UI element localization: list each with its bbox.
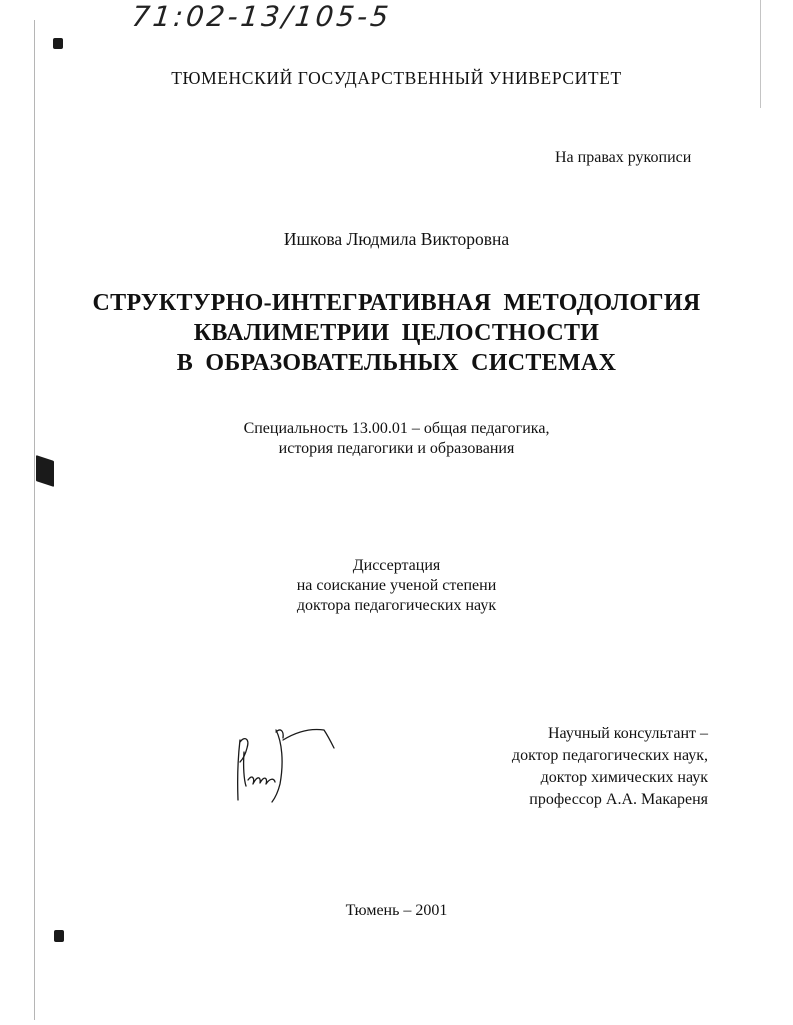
university-name: ТЮМЕНСКИЙ ГОСУДАРСТВЕННЫЙ УНИВЕРСИТЕТ bbox=[171, 68, 622, 88]
dissertation-degree-block bbox=[0, 556, 793, 616]
author-name: Ишкова Людмила Викторовна bbox=[283, 229, 510, 249]
specialty-line: история педагогики и образования bbox=[278, 440, 515, 457]
consultant-line: Научный консультант – bbox=[548, 725, 708, 742]
title-line: КВАЛИМЕТРИИ ЦЕЛОСТНОСТИ bbox=[193, 320, 600, 346]
title-line: В ОБРАЗОВАТЕЛЬНЫХ СИСТЕМАХ bbox=[176, 350, 617, 376]
scan-left-edge-line bbox=[34, 20, 35, 1020]
specialty-block bbox=[0, 419, 793, 459]
degree-line: на соискание ученой степени bbox=[296, 577, 497, 594]
specialty-line: Специальность 13.00.01 – общая педагогика, bbox=[243, 420, 550, 437]
manuscript-rights-note: На правах рукописи bbox=[555, 149, 692, 166]
title-line: СТРУКТУРНО-ИНТЕГРАТИВНАЯ МЕТОДОЛОГИЯ bbox=[92, 290, 701, 316]
scan-mark-top bbox=[53, 38, 63, 49]
author-signature bbox=[228, 712, 340, 810]
scan-mark-bottom bbox=[54, 930, 64, 942]
consultant-line: доктор химических наук bbox=[540, 769, 708, 786]
dissertation-title bbox=[0, 288, 793, 378]
degree-line: доктора педагогических наук bbox=[296, 597, 497, 614]
consultant-line: доктор педагогических наук, bbox=[511, 747, 708, 764]
scan-mark-middle bbox=[36, 455, 54, 487]
city-year: Тюмень – 2001 bbox=[345, 902, 448, 919]
catalog-number: 71:02-13/105-5 bbox=[130, 0, 393, 33]
degree-line: Диссертация bbox=[352, 557, 441, 574]
consultant-line: профессор А.А. Макареня bbox=[529, 791, 708, 808]
scientific-consultant bbox=[480, 723, 708, 811]
scan-right-edge-line bbox=[760, 0, 761, 108]
